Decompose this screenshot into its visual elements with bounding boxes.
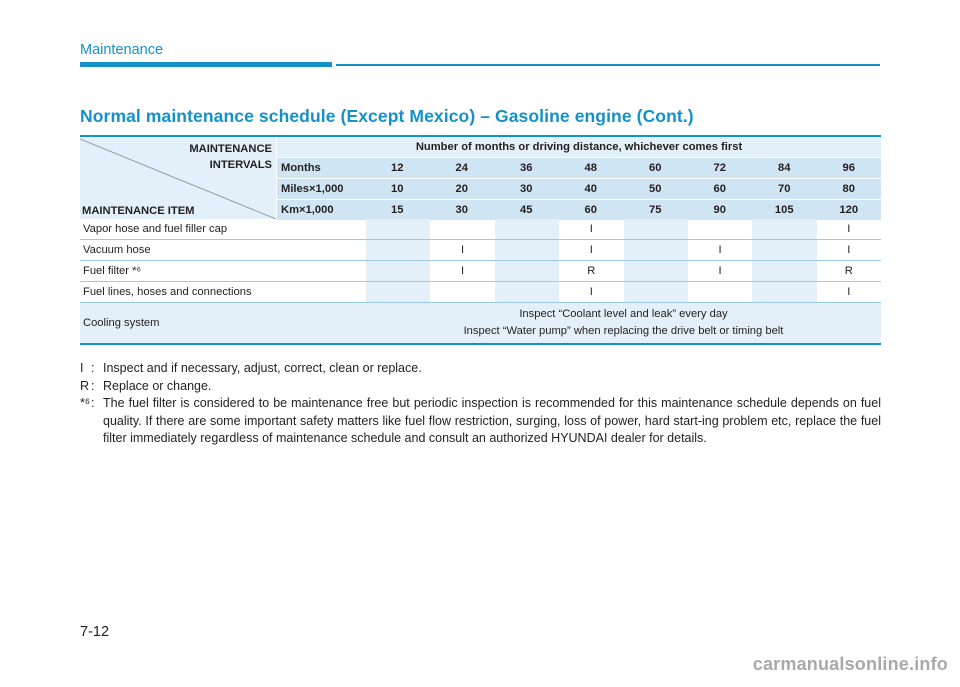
schedule-cell — [624, 282, 688, 302]
km-row — [277, 200, 881, 220]
legend-key: *⁶ — [80, 396, 91, 410]
corner-top-line2: INTERVALS — [209, 159, 272, 171]
schedule-cell — [430, 219, 494, 239]
cooling-note-line2: Inspect “Water pump” when replacing the drive belt or timing belt — [463, 325, 784, 337]
legend — [80, 360, 881, 448]
miles-cell: 50 — [649, 183, 662, 195]
months-cell: 96 — [842, 162, 855, 174]
schedule-cell — [366, 240, 430, 260]
table-row — [80, 219, 881, 240]
cooling-note — [366, 303, 881, 343]
corner-bottom-label: MAINTENANCE ITEM — [82, 205, 195, 217]
miles-label: Miles×1,000 — [281, 183, 344, 195]
miles-cell: 40 — [584, 183, 597, 195]
item-label: Cooling system — [83, 317, 160, 329]
schedule-cell: I — [589, 223, 593, 235]
legend-text: Inspect and if necessary, adjust, correct, clean or replace. — [103, 361, 422, 375]
schedule-cell — [688, 219, 752, 239]
miles-cell: 20 — [455, 183, 468, 195]
schedule-cell: I — [847, 244, 851, 256]
watermark: carmanualsonline.info — [752, 654, 948, 674]
months-label: Months — [281, 162, 321, 174]
schedule-cell — [752, 240, 816, 260]
schedule-cell — [366, 219, 430, 239]
schedule-cell: I — [589, 244, 593, 256]
schedule-cell — [495, 261, 559, 281]
km-cell: 75 — [649, 204, 662, 216]
miles-cell: 80 — [842, 183, 855, 195]
legend-item — [80, 378, 881, 396]
legend-key: R — [80, 378, 90, 393]
item-label: Vapor hose and fuel filler cap — [83, 223, 228, 235]
header-rule-thin — [336, 64, 880, 66]
miles-cell: 30 — [520, 183, 533, 195]
page-title: Normal maintenance schedule (Except Mexico) – Gasoline engine (Cont.) — [80, 106, 694, 126]
span-title: Number of months or driving distance, whichever comes first — [277, 137, 881, 158]
item-label: Fuel filter *⁶ — [83, 265, 142, 277]
section-label: Maintenance — [80, 42, 164, 58]
km-cell: 105 — [774, 204, 794, 216]
schedule-cell — [752, 219, 816, 239]
km-cell: 90 — [713, 204, 726, 216]
schedule-cell — [495, 219, 559, 239]
table-row-cooling — [80, 303, 881, 345]
schedule-cell: I — [718, 265, 722, 277]
miles-cell: 70 — [778, 183, 791, 195]
maintenance-table — [80, 135, 881, 345]
km-label: Km×1,000 — [281, 204, 334, 216]
schedule-cell: I — [847, 223, 851, 235]
km-cell: 30 — [455, 204, 468, 216]
months-cell: 24 — [455, 162, 468, 174]
schedule-cell: R — [844, 265, 853, 277]
months-cell: 36 — [520, 162, 533, 174]
schedule-cell — [688, 282, 752, 302]
table-header — [80, 135, 881, 219]
corner-top-label — [189, 141, 272, 173]
legend-item — [80, 395, 881, 448]
legend-sep: : — [91, 361, 95, 375]
header-rule-thick — [80, 62, 332, 67]
legend-key: I — [80, 361, 84, 375]
table-row — [80, 240, 881, 261]
km-cell: 120 — [839, 204, 859, 216]
schedule-cell: I — [589, 286, 593, 298]
interval-header — [276, 137, 881, 219]
schedule-cell — [430, 282, 494, 302]
schedule-cell — [624, 219, 688, 239]
km-cell: 60 — [584, 204, 597, 216]
schedule-cell — [495, 282, 559, 302]
schedule-cell: I — [461, 244, 465, 256]
item-label: Fuel lines, hoses and connections — [83, 286, 252, 298]
miles-row — [277, 179, 881, 200]
schedule-cell: I — [461, 265, 465, 277]
legend-item — [80, 360, 881, 378]
item-label: Vacuum hose — [83, 244, 151, 256]
km-cell: 45 — [520, 204, 533, 216]
months-cell: 12 — [391, 162, 404, 174]
legend-sep: : — [91, 396, 95, 410]
cooling-note-line1: Inspect “Coolant level and leak” every day — [519, 308, 728, 320]
schedule-cell: I — [718, 244, 722, 256]
months-cell: 60 — [649, 162, 662, 174]
schedule-cell — [624, 261, 688, 281]
months-cell: 72 — [713, 162, 726, 174]
schedule-cell: R — [587, 265, 596, 277]
schedule-cell — [624, 240, 688, 260]
table-row — [80, 261, 881, 282]
legend-text: Replace or change. — [103, 378, 212, 393]
months-row — [277, 158, 881, 179]
schedule-cell — [752, 261, 816, 281]
legend-sep: : — [91, 378, 95, 393]
schedule-cell: I — [847, 286, 851, 298]
schedule-cell — [366, 282, 430, 302]
schedule-cell — [495, 240, 559, 260]
miles-cell: 10 — [391, 183, 404, 195]
table-row — [80, 282, 881, 303]
legend-text: The fuel filter is considered to be maintenance free but periodic inspection is recommended for this maintenance schedule depends on fuel quality. If there are some important safety matters like fuel flow restriction, surging, loss of power, hard start-ing problem etc, replace the fuel filter immediately regardless of maintenance schedule and consult an authorized HYUNDAI dealer for details. — [103, 396, 881, 445]
months-cell: 48 — [584, 162, 597, 174]
schedule-cell — [366, 261, 430, 281]
corner-cell — [80, 137, 276, 219]
months-cell: 84 — [778, 162, 791, 174]
page-number: 7-12 — [80, 624, 110, 640]
miles-cell: 60 — [713, 183, 726, 195]
corner-top-line1: MAINTENANCE — [189, 143, 272, 155]
schedule-cell — [752, 282, 816, 302]
km-cell: 15 — [391, 204, 404, 216]
